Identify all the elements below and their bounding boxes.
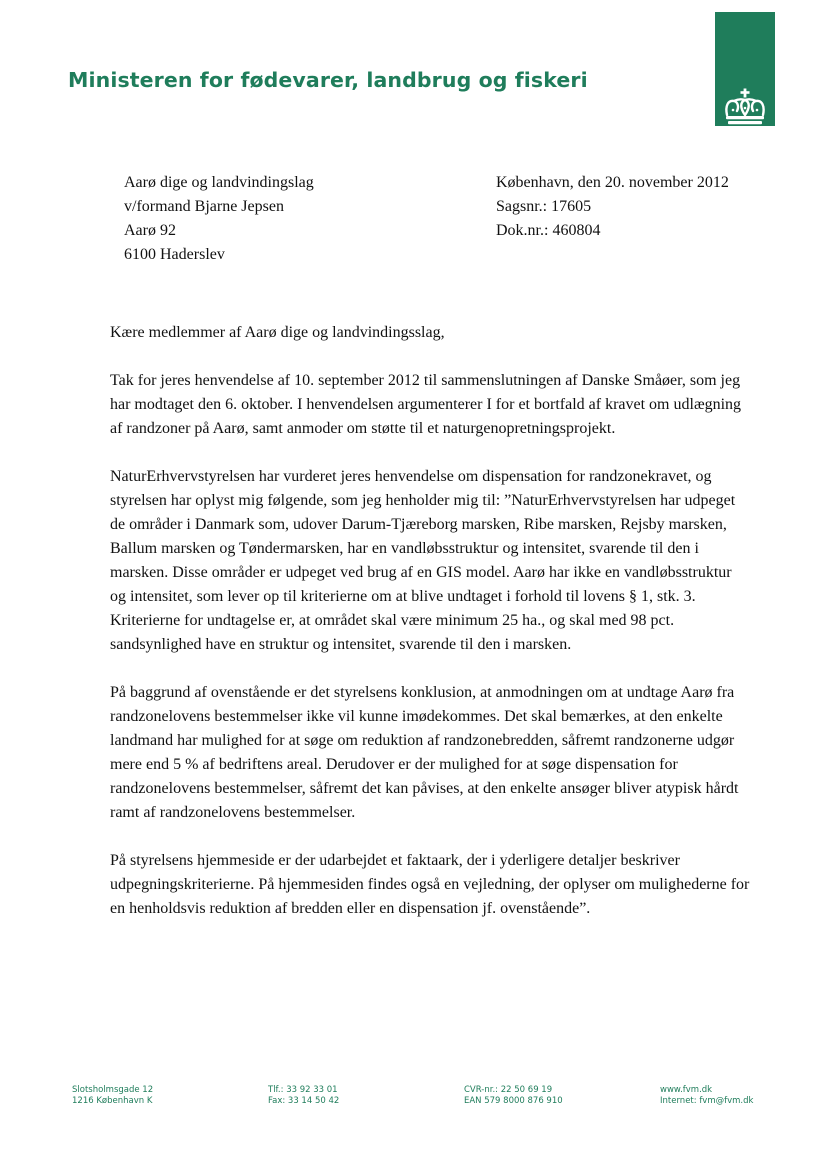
footer-email-link[interactable]: Internet: fvm@fvm.dk — [660, 1096, 754, 1106]
case-number: Sagsnr.: 17605 — [496, 198, 592, 215]
letter-date: København, den 20. november 2012 — [496, 174, 729, 191]
paragraph-4: På styrelsens hjemmeside er der udarbejdet et faktaark, der i yderligere detaljer beskriver udpegningskriterierne. På hjemmesiden findes også en vejledning, der oplyser om mulighederne for en henholdsvis reduktion af bredden eller en dispensation jf. ovenstående”. — [110, 852, 750, 917]
footer-cvr: CVR-nr.: 22 50 69 19 — [464, 1085, 553, 1095]
footer-registration — [464, 1085, 563, 1107]
recipient-attention: v/formand Bjarne Jepsen — [124, 198, 284, 215]
footer-street: Slotsholmsgade 12 — [72, 1085, 154, 1095]
letter-meta — [496, 171, 729, 243]
crown-icon — [722, 88, 768, 126]
recipient-address — [124, 171, 314, 267]
document-number: Dok.nr.: 460804 — [496, 222, 601, 239]
letter-body — [110, 321, 750, 945]
paragraph-3: På baggrund af ovenstående er det styrelsens konklusion, at anmodningen om at undtage Aarø fra randzonelovens bestemmelser ikke vil kunne imødekommes. Det skal bemærkes, at den enkelte landmand har mulighed for at søge om reduktion af randzonebredden, såfremt randzonerne udgør mere end 5 % af bedriftens areal. Derudover er der mulighed for at søge dispensation for randzonelovens bestemmelser, såfremt det kan påvises, at den enkelte ansøger bliver atypisk hårdt ramt af randzonelovens bestemmelser. — [110, 684, 739, 821]
recipient-name: Aarø dige og landvindingslag — [124, 174, 314, 191]
footer-ean: EAN 579 8000 876 910 — [464, 1096, 563, 1106]
footer-telephone: Tlf.: 33 92 33 01 — [268, 1085, 338, 1095]
footer-web — [660, 1085, 753, 1107]
recipient-street: Aarø 92 — [124, 222, 176, 239]
paragraph-1: Tak for jeres henvendelse af 10. september 2012 til sammenslutningen af Danske Småøer, som jeg har modtaget den 6. oktober. I henvendelsen argumenterer I for et bortfald af kravet om udlægning af randzoner på Aarø, samt anmoder om støtte til et naturgenopretningsprojekt. — [110, 372, 742, 437]
paragraph-2: NaturErhvervstyrelsen har vurderet jeres henvendelse om dispensation for randzonekravet, og styrelsen har oplyst mig følgende, som jeg henholder mig til: ”NaturErhvervstyrelsen har udpeget de områder i Danmark som, udover Darum-Tjæreborg marsken, Ribe marsken, Rejsby marsken, Ballum marsken og Tøndermarsken, har en vandløbsstruktur og intensitet, svarende til den i marsken. Disse områder er udpeget ved brug af en GIS model. Aarø har ikke en vandløbsstruktur og intensitet, som lever op til kriterierne om at blive undtaget i forhold til lovens § 1, stk. 3. Kriterierne for undtagelse er, at området skal være minimum 25 ha., og skal med 98 pct. sandsynlighed have en struktur og intensitet, svarende til den i marsken. — [110, 468, 736, 653]
footer-address — [72, 1085, 153, 1107]
salutation: Kære medlemmer af Aarø dige og landvindingsslag, — [110, 324, 445, 341]
footer-fax: Fax: 33 14 50 42 — [268, 1096, 340, 1106]
footer-website-link[interactable]: www.fvm.dk — [660, 1085, 713, 1095]
recipient-city: 6100 Haderslev — [124, 246, 225, 263]
footer-city: 1216 København K — [72, 1096, 153, 1106]
ministry-title: Ministeren for fødevarer, landbrug og fiskeri — [68, 68, 588, 92]
ministry-logo — [715, 12, 775, 126]
footer-phone — [268, 1085, 339, 1107]
